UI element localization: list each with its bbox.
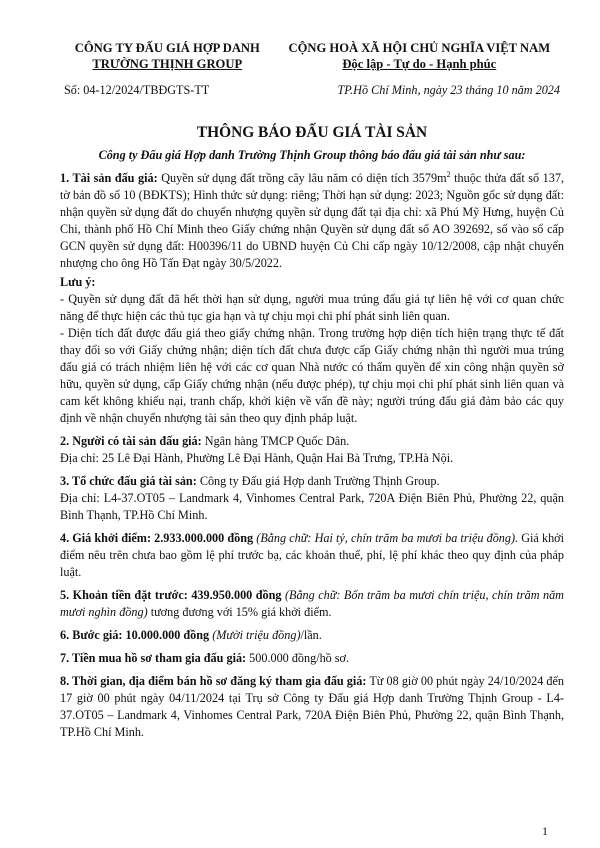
- note-label: Lưu ý:: [60, 275, 96, 290]
- section-4-words: (Bằng chữ: Hai tỷ, chín trăm ba mươi ba triệu đồng).: [253, 531, 519, 546]
- section-4: [60, 530, 564, 581]
- document-number: Số: 04-12/2024/TBĐGTS-TT: [64, 83, 210, 97]
- section-6-text: /lần.: [300, 628, 322, 643]
- place-date: TP.Hồ Chí Minh, ngày 23 tháng 10 năm 2024: [337, 83, 560, 97]
- note-item-1: - Quyền sử dụng đất đã hết thời hạn sử dụng, người mua trúng đấu giá tự liên hệ với cơ quan chức năng để thực hiện các thủ tục gia hạn và tự chịu mọi chi phí phát sinh liên quan.: [60, 292, 564, 324]
- section-2-label: 2. Người có tài sản đấu giá:: [60, 434, 202, 449]
- section-1: [60, 166, 564, 272]
- national-block: [275, 40, 564, 72]
- company-block: [60, 40, 275, 72]
- section-6-words: (Mười triệu đồng): [209, 628, 301, 643]
- section-4-label: 4. Giá khởi điểm: 2.933.000.000 đồng: [60, 531, 254, 546]
- section-7-text: 500.000 đồng/hồ sơ.: [246, 651, 350, 666]
- section-1-sup: 2: [446, 170, 451, 179]
- section-5: [60, 587, 564, 621]
- section-5-words: (Bằng chữ: Bốn trăm ba mươi chín triệu, chín trăm năm mươi nghìn đồng): [60, 588, 564, 620]
- section-3-address: Địa chỉ: L4-37.OT05 – Landmark 4, Vinhomes Central Park, 720A Điện Biên Phủ, Phường 22, quận Bình Thạnh, TP.Hồ Chí Minh.: [60, 491, 564, 523]
- section-8-text: Từ 08 giờ 00 phút ngày 24/10/2024 đến 17 giờ 00 phút ngày 04/11/2024 tại Trụ sở Công ty Đấu giá Hợp danh Trường Thịnh Group - L4-37.OT05 – Landmark 4, Vinhomes Central Park, 720A Điện Biên Phủ, Phường 22, quận Bình Thạnh, TP.Hồ Chí Minh.: [60, 674, 565, 740]
- section-3: [60, 473, 564, 490]
- section-1-label: 1. Tài sản đấu giá:: [60, 171, 158, 186]
- section-2-text: Ngân hàng TMCP Quốc Dân.: [201, 434, 350, 449]
- section-2: [60, 433, 564, 450]
- section-1-text-b: thuộc thửa đất số 137, tờ bản đồ số 10 (BĐKTS); Hình thức sử dụng: riêng; Thời hạn sử dụng: 2023; Nguồn gốc sử dụng đất: nhận quyền sử dụng đất do chuyển nhượng quyền sử dụng đất tại địa chỉ: xã Phú Mỹ Hưng, huyện Củ Chi, thành phố Hồ Chí Minh theo Giấy chứng nhận Quyền sử dụng đất số AO 392692, số vào sổ cấp GCN quyền sử dụng đất: H00396/11 do UBND huyện Củ Chi cấp ngày 10/12/2008, cập nhật chuyển nhượng cho ông Hồ Tấn Đạt ngày 30/5/2022.: [60, 171, 564, 271]
- section-6: [60, 627, 564, 644]
- intro-line: Công ty Đấu giá Hợp danh Trường Thịnh Group thông báo đấu giá tài sản như sau:: [98, 148, 526, 162]
- document-meta: [60, 82, 564, 99]
- section-3-text: Công ty Đấu giá Hợp danh Trường Thịnh Group.: [196, 474, 440, 489]
- national-title: CỘNG HOÀ XÃ HỘI CHỦ NGHĨA VIỆT NAM: [288, 41, 551, 55]
- note-item-2: - Diện tích đất được đấu giá theo giấy chứng nhận. Trong trường hợp diện tích hiện trạng thực tế đất thay đổi so với Giấy chứng nhận; diện tích đất chưa được cấp Giấy chứng nhận thì người mua trúng đấu giá có trách nhiệm liên hệ với các cơ quan Nhà nước có thẩm quyền để xin công nhận quyền sở hữu, quyền sử dụng, cấp Giấy chứng nhận (nếu được phép), tự chịu mọi chi phí phát sinh liên quan và cam kết không khiếu nại, tranh chấp, khởi kiện về vấn đề này; người trúng đấu giá đảm bảo các quy định về nhận chuyển nhượng tài sản theo quy định pháp luật.: [60, 326, 564, 426]
- section-6-label: 6. Bước giá: 10.000.000 đồng: [60, 628, 210, 643]
- document-title: THÔNG BÁO ĐẤU GIÁ TÀI SẢN: [196, 124, 428, 141]
- section-5-text: tương đương với 15% giá khởi điểm.: [147, 605, 332, 620]
- section-8-label: 8. Thời gian, địa điểm bán hồ sơ đăng ký tham gia đấu giá:: [60, 674, 367, 689]
- document-header: [60, 40, 564, 72]
- section-4-text: Giá khởi điểm nêu trên chưa bao gồm lệ phí trước bạ, các khoản thuế, phí, lệ phí khác theo quy định của pháp luật.: [60, 531, 565, 580]
- company-name-line1: CÔNG TY ĐẤU GIÁ HỢP DANH: [74, 41, 260, 55]
- section-7-label: 7. Tiền mua hồ sơ tham gia đấu giá:: [60, 651, 247, 666]
- company-name-line2: TRƯỜNG THỊNH GROUP: [92, 57, 243, 71]
- national-motto: Độc lập - Tự do - Hạnh phúc: [342, 57, 497, 71]
- section-8: [60, 673, 564, 741]
- section-5-label: 5. Khoản tiền đặt trước: 439.950.000 đồng: [60, 588, 282, 603]
- section-3-label: 3. Tổ chức đấu giá tài sản:: [60, 474, 197, 489]
- section-2-address: Địa chỉ: 25 Lê Đại Hành, Phường Lê Đại Hành, Quận Hai Bà Trưng, TP.Hà Nội.: [60, 451, 454, 466]
- section-7: [60, 650, 564, 667]
- page-number: 1: [542, 824, 548, 838]
- section-1-text-a: Quyền sử dụng đất trồng cây lâu năm có diện tích 3579m: [157, 171, 447, 186]
